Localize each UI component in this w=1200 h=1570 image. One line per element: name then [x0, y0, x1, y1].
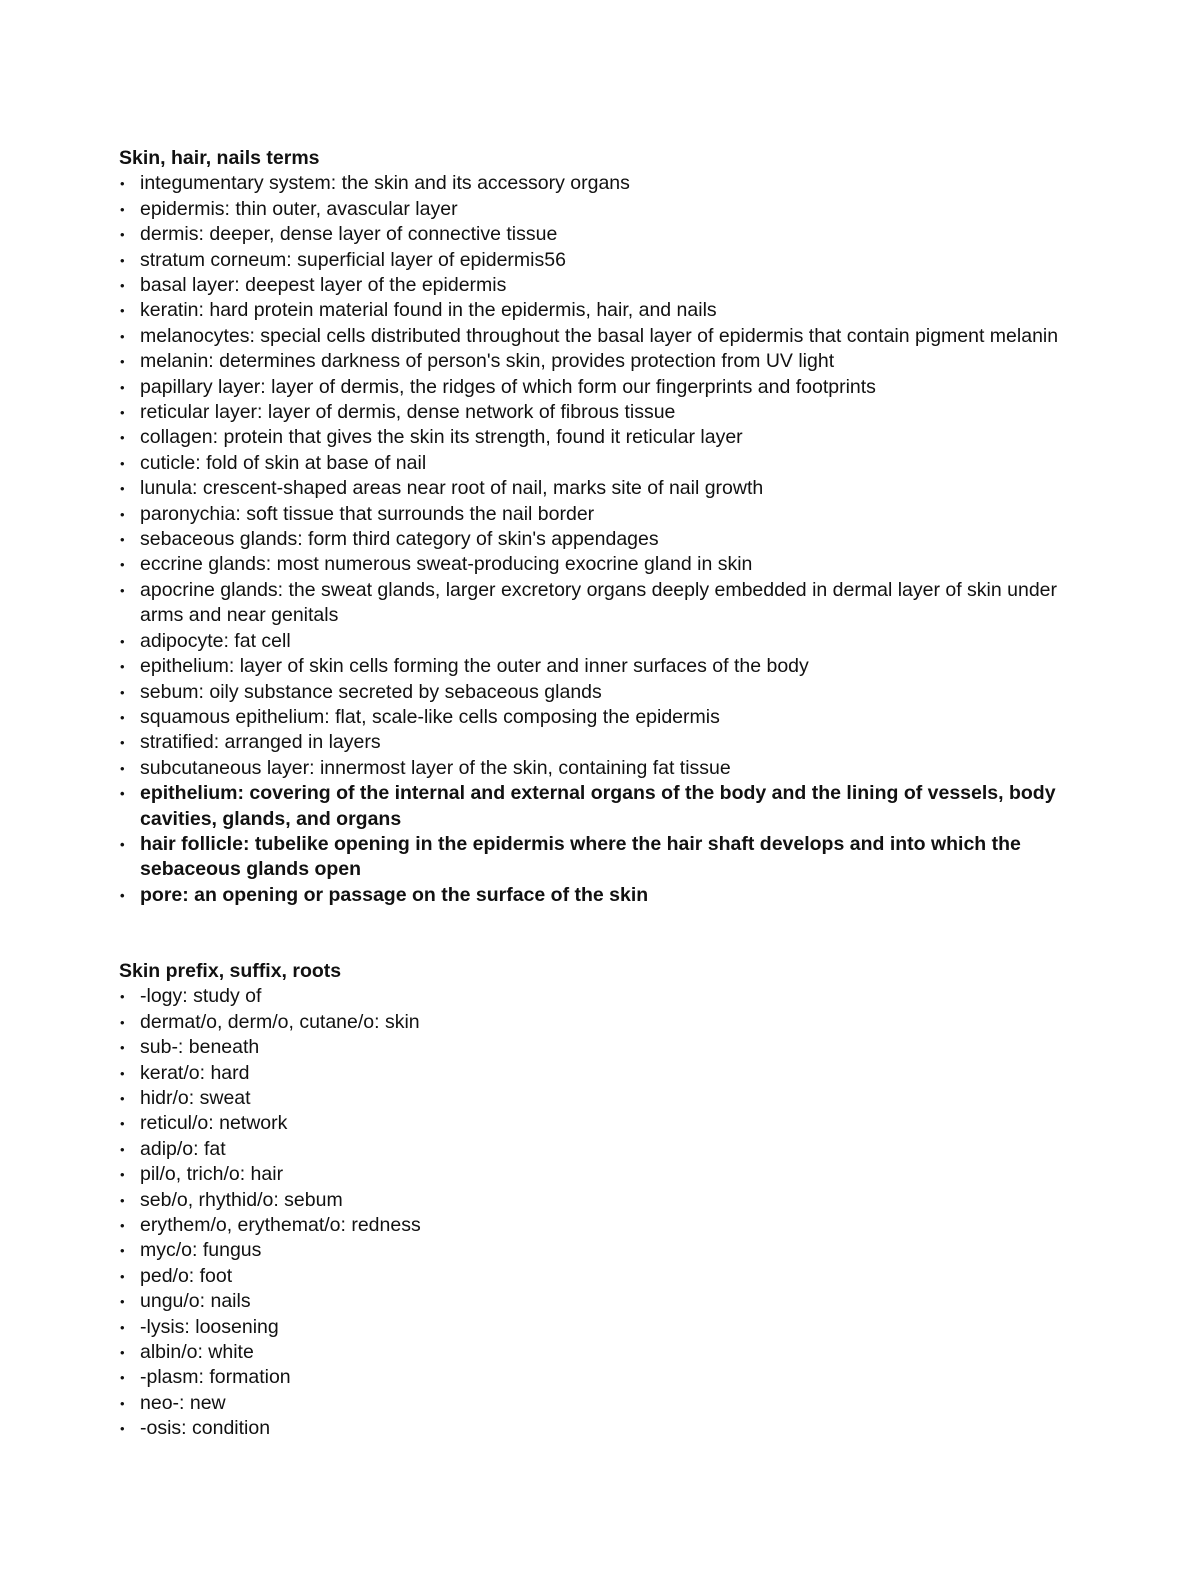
list-item: • paronychia: soft tissue that surrounds the nail border	[119, 502, 1099, 527]
list-item: • epidermis: thin outer, avascular layer	[119, 197, 1099, 222]
list-item: • adip/o: fat	[119, 1137, 1099, 1162]
list-item: • erythem/o, erythemat/o: redness	[119, 1213, 1099, 1238]
list-item: • melanocytes: special cells distributed throughout the basal layer of epidermis that contain pigment melanin	[119, 324, 1099, 349]
list-item: • epithelium: covering of the internal and external organs of the body and the lining of vessels, body cavities, glands, and organs	[119, 781, 1099, 832]
list-item: • myc/o: fungus	[119, 1238, 1099, 1263]
list-item: • reticul/o: network	[119, 1111, 1099, 1136]
list-item: • eccrine glands: most numerous sweat-producing exocrine gland in skin	[119, 552, 1099, 577]
list-item: • kerat/o: hard	[119, 1061, 1099, 1086]
list-item: • epithelium: layer of skin cells forming the outer and inner surfaces of the body	[119, 654, 1099, 679]
list-item: • reticular layer: layer of dermis, dense network of fibrous tissue	[119, 400, 1099, 425]
list-item: • pore: an opening or passage on the surface of the skin	[119, 883, 1099, 908]
list-item: • integumentary system: the skin and its accessory organs	[119, 171, 1099, 196]
section-skin-prefix-suffix-roots	[119, 959, 1099, 1442]
list-item: • cuticle: fold of skin at base of nail	[119, 451, 1099, 476]
list-item: • hair follicle: tubelike opening in the epidermis where the hair shaft develops and into which the sebaceous glands open	[119, 832, 1099, 883]
list-item: • sub-: beneath	[119, 1035, 1099, 1060]
list-item: • -logy: study of	[119, 984, 1099, 1009]
list-item: • sebaceous glands: form third category of skin's appendages	[119, 527, 1099, 552]
terms-list	[119, 171, 1099, 908]
section-skin-hair-nails-terms	[119, 146, 1099, 908]
list-item: • dermis: deeper, dense layer of connective tissue	[119, 222, 1099, 247]
section-heading: Skin prefix, suffix, roots	[119, 960, 342, 982]
list-item: • ungu/o: nails	[119, 1289, 1099, 1314]
list-item: • basal layer: deepest layer of the epidermis	[119, 273, 1099, 298]
list-item: • -osis: condition	[119, 1416, 1099, 1441]
list-item: • stratum corneum: superficial layer of epidermis56	[119, 248, 1099, 273]
list-item: • -plasm: formation	[119, 1365, 1099, 1390]
roots-list	[119, 984, 1099, 1441]
list-item: • melanin: determines darkness of person's skin, provides protection from UV light	[119, 349, 1099, 374]
list-item: • dermat/o, derm/o, cutane/o: skin	[119, 1010, 1099, 1035]
list-item: • seb/o, rhythid/o: sebum	[119, 1188, 1099, 1213]
list-item: • ped/o: foot	[119, 1264, 1099, 1289]
list-item: • -lysis: loosening	[119, 1315, 1099, 1340]
list-item: • sebum: oily substance secreted by sebaceous glands	[119, 680, 1099, 705]
list-item: • stratified: arranged in layers	[119, 730, 1099, 755]
list-item: • squamous epithelium: flat, scale-like cells composing the epidermis	[119, 705, 1099, 730]
list-item: • adipocyte: fat cell	[119, 629, 1099, 654]
list-item: • papillary layer: layer of dermis, the ridges of which form our fingerprints and footprints	[119, 375, 1099, 400]
list-item: • subcutaneous layer: innermost layer of the skin, containing fat tissue	[119, 756, 1099, 781]
list-item: • neo-: new	[119, 1391, 1099, 1416]
list-item: • pil/o, trich/o: hair	[119, 1162, 1099, 1187]
list-item: • collagen: protein that gives the skin its strength, found it reticular layer	[119, 425, 1099, 450]
list-item: • albin/o: white	[119, 1340, 1099, 1365]
list-item: • keratin: hard protein material found in the epidermis, hair, and nails	[119, 298, 1099, 323]
list-item: • lunula: crescent-shaped areas near root of nail, marks site of nail growth	[119, 476, 1099, 501]
section-heading: Skin, hair, nails terms	[119, 147, 320, 169]
list-item: • hidr/o: sweat	[119, 1086, 1099, 1111]
list-item: • apocrine glands: the sweat glands, larger excretory organs deeply embedded in dermal layer of skin under arms and near genitals	[119, 578, 1099, 629]
